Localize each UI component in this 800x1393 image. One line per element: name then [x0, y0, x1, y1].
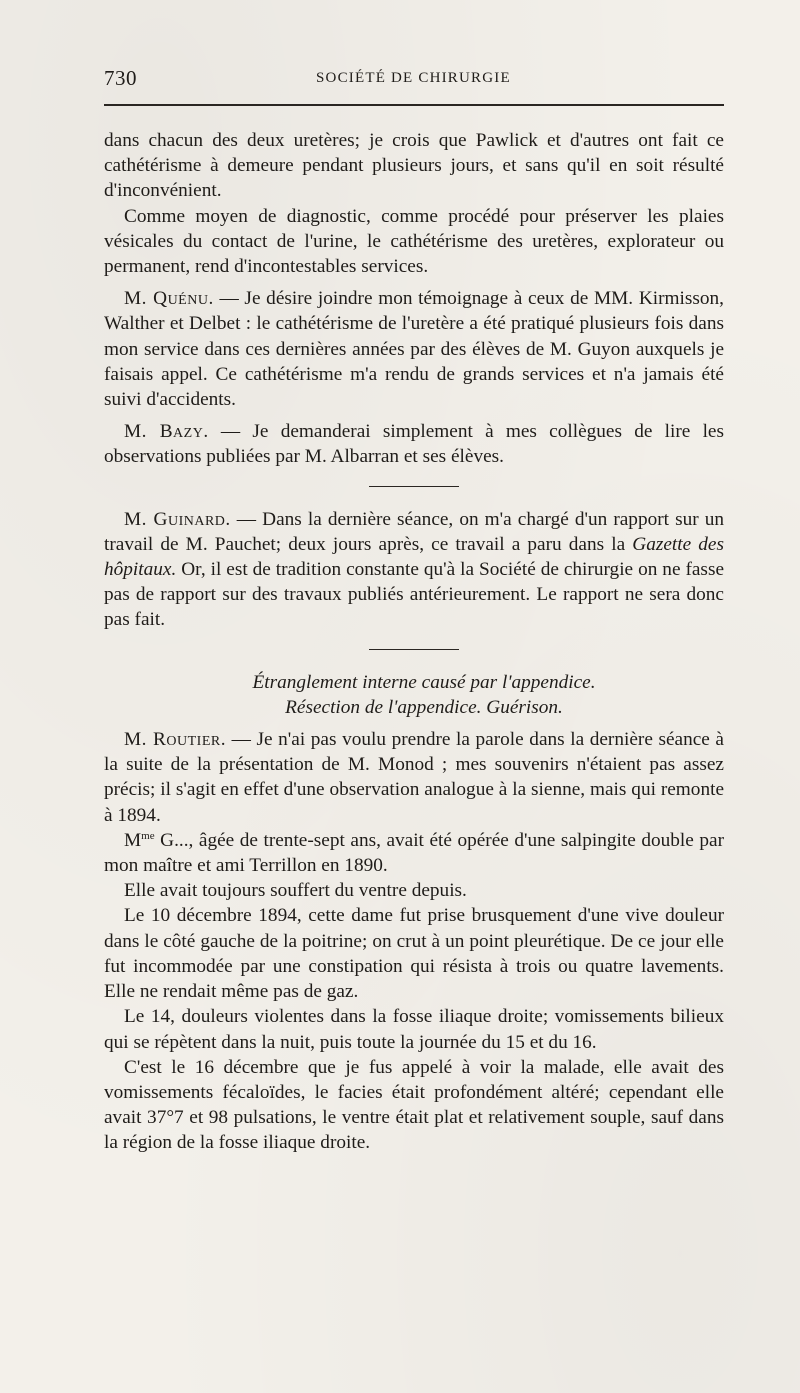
paragraph-text: Le 14, douleurs violentes dans la fosse iliaque droite; vomissements bilieux qui se répètent dans la nuit, puis toute la journée du 15 et du 16.: [104, 1006, 724, 1053]
paragraph-guinard: [104, 507, 724, 633]
paragraph-continuation: [104, 128, 724, 204]
title-abbreviation-superscript: me: [141, 829, 155, 842]
title-abbreviation: M: [124, 829, 142, 851]
paragraph-quenu: [104, 286, 724, 412]
paragraph-december-14: [104, 1004, 724, 1054]
section-title-line-2: Résection de l'appendice. Guérison.: [285, 696, 563, 718]
paragraph-text: Le 10 décembre 1894, cette dame fut prise brusquement d'une vive douleur dans le côté gauche de la poitrine; on crut à un point pleurétique. De ce jour elle fut incommodée par une constipation qui résista à trois ou quatre lavements. Elle ne rendait même pas de gaz.: [104, 905, 724, 1003]
section-separator: [369, 649, 459, 650]
paragraph-text: — Dans la dernière séance, on m'a chargé d'un rapport sur un travail de M. Pauchet; deux jours après, ce travail a paru dans la: [104, 508, 724, 555]
spacer: [104, 279, 724, 286]
paragraph-text: dans chacun des deux uretères; je crois que Pawlick et d'autres ont fait ce cathétérisme à demeure pendant plusieurs jours, et sans qu'il en soit résulté d'inconvénient.: [104, 130, 724, 202]
speaker-name: M. Bazy.: [124, 421, 209, 443]
section-title-line-1: Étranglement interne causé par l'appendice.: [252, 671, 596, 693]
page-header: [104, 66, 724, 96]
spacer: [104, 412, 724, 419]
paragraph-patient: [104, 828, 724, 878]
paragraph-text: — Je n'ai pas voulu prendre la parole dans la dernière séance à la suite de la présentation de M. Monod ; mes souvenirs n'étaient pas assez précis; il s'agit en effet d'une observation analogue à la sienne, mais qui remonte à 1894.: [104, 729, 724, 826]
speaker-name: M. Guinard.: [124, 508, 231, 530]
running-head: SOCIÉTÉ DE CHIRURGIE: [316, 70, 511, 86]
paragraph-text: Elle avait toujours souffert du ventre depuis.: [124, 880, 467, 902]
paragraph-text: — Je désire joindre mon témoignage à ceux de MM. Kirmisson, Walther et Delbet : le cathétérisme de l'uretère a été pratiqué plusieurs fois dans mon service dans ces dernières années par des élèves de M. Guyon auxquels je faisais appel. Ce cathétérisme m'a rendu de grands services et n'a jamais été suivi d'accidents.: [104, 288, 724, 411]
header-rule: [104, 104, 724, 106]
paragraph-text: C'est le 16 décembre que je fus appelé à voir la malade, elle avait des vomissements fécaloïdes, le facies était profondément altéré; cependant elle avait 37°7 et 98 pulsations, le ventre était plat et relativement souple, sauf dans la région de la fosse iliaque droite.: [104, 1056, 724, 1154]
paragraph-diagnostic: [104, 204, 724, 280]
speaker-name: M. Routier.: [124, 729, 227, 751]
paragraph-routier: [104, 727, 724, 828]
paragraph-bazy: [104, 419, 724, 469]
paragraph-text: G..., âgée de trente-sept ans, avait été opérée d'une salpingite double par mon maître et ami Terrillon en 1890.: [104, 829, 724, 877]
page-body: [104, 128, 724, 1156]
speaker-name: M. Quénu.: [124, 288, 214, 310]
paragraph-december-16: [104, 1055, 724, 1156]
paragraph-text: Or, il est de tradition constante qu'à la Société de chirurgie on ne fasse pas de rapport sur des travaux publiés antérieurement. Le rapport ne sera donc pas fait.: [104, 559, 724, 631]
section-separator: [369, 486, 459, 487]
spacer: [104, 720, 724, 727]
page-number: 730: [104, 66, 137, 90]
paragraph-history: [104, 878, 724, 903]
paragraph-text: — Je demanderai simplement à mes collègues de lire les observations publiées par M. Albarran et ses élèves.: [104, 421, 724, 468]
journal-title: Gazette des hôpitaux.: [104, 533, 724, 581]
paragraph-december-10: [104, 903, 724, 1004]
paragraph-text: Comme moyen de diagnostic, comme procédé pour préserver les plaies vésicales du contact de l'urine, le cathétérisme des uretères, explorateur ou permanent, rend d'incontestables services.: [104, 205, 724, 278]
